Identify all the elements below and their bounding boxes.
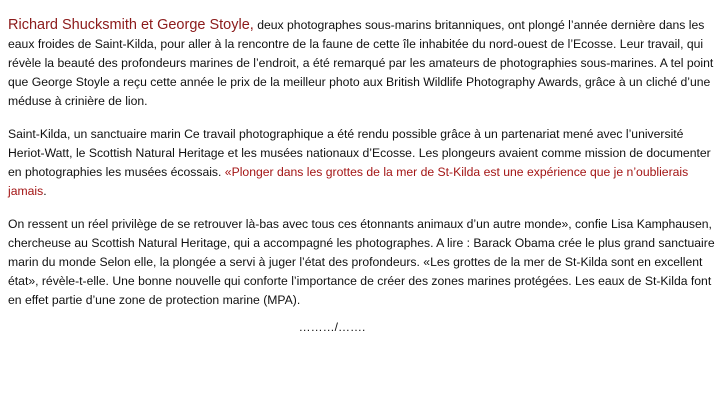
paragraph-sanctuary [8,125,716,201]
sanctuary-end: . [43,184,47,198]
intro-text: deux photographes sous-marins britanniques, ont plongé l’année dernière dans les eaux froides de Saint-Kilda, pour aller à la rencontre de la faune de cette île inhabitée du nord-ouest de l’Ecosse. Leur travail, qui révèle la beauté des profondeurs marines de l’endroit, a été remarqué par les amateurs de photographies sous-marines. A tel point que George Stoyle a reçu cette année le prix de la meilleur photo aux British Wildlife Photography Awards, grâce à un cliché d’une méduse à crinière de lion. [8,18,714,108]
article-body [8,16,716,337]
lead-names: Richard Shucksmith et George Stoyle, [8,17,254,33]
paragraph-privilege [8,215,716,310]
paragraph-intro [8,16,716,111]
sanctuary-text: Saint-Kilda, un sanctuaire marin Ce travail photographique a été rendu possible grâce à un partenariat mené avec l’université Heriot-Watt, le Scottish Natural Heritage et les musées nationaux d’Ecosse. Les plongeurs avaient comme mission de documenter en photographies les musées écossais. [8,127,711,179]
continuation-marker: ………/……. [298,320,366,334]
privilege-text: On ressent un réel privilège de se retrouver là-bas avec tous ces étonnants animaux d’un autre monde», confie Lisa Kamphausen, chercheuse au Scottish Natural Heritage, qui a accompagné les photographes. A lire : Barack Obama crée le plus grand sanctuaire marin du monde Selon elle, la plongée a servi à juger l’état des profondeurs. «Les grottes de la mer de St-Kilda sont en excellent état», révèle-t-elle. Une bonne nouvelle qui conforte l’importance de créer des zones marines protégées. Les eaux de St-Kilda font en effet partie d’une zone de protection marine (MPA). [8,217,715,307]
diver-quote: «Plonger dans les grottes de la mer de St-Kilda est une expérience que je n’oublierais jamais [8,165,689,198]
